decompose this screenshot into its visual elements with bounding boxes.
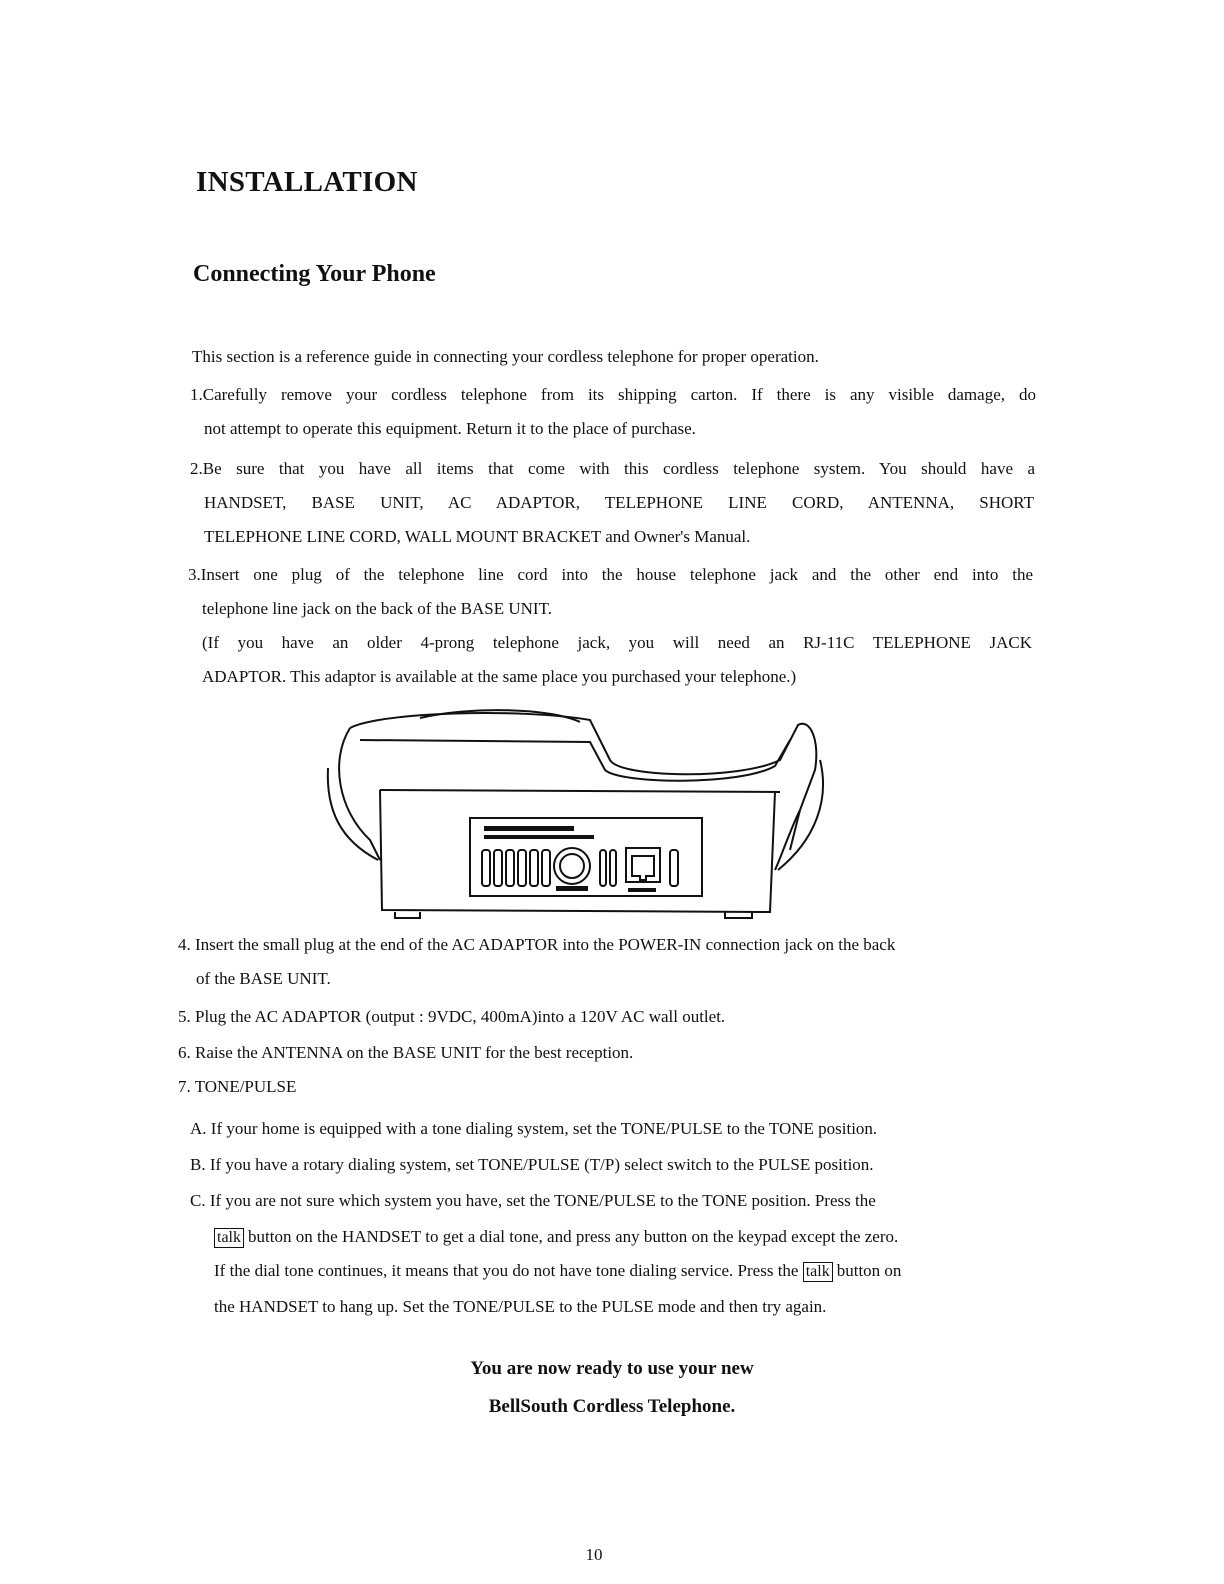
step-7c-line-1: C. If you are not sure which system you have, set the TONE/PULSE to the TONE position. Press the bbox=[190, 1191, 876, 1210]
talk-key-label-2: talk bbox=[803, 1262, 833, 1282]
step-7c-line-2-text: button on the HANDSET to get a dial tone, and press any button on the keypad except the zero. bbox=[248, 1227, 899, 1246]
step-2-line-1: 2.Be sure that you have all items that come with this cordless telephone system. You should have a bbox=[190, 459, 1035, 478]
step-3-line-2: telephone line jack on the back of the BASE UNIT. bbox=[202, 599, 552, 618]
page-title: INSTALLATION bbox=[196, 166, 418, 198]
section-title: Connecting Your Phone bbox=[193, 261, 436, 287]
closing-line-2: BellSouth Cordless Telephone. bbox=[488, 1396, 736, 1417]
base-unit-illustration bbox=[320, 700, 840, 925]
step-7c-line-4: the HANDSET to hang up. Set the TONE/PULSE to the PULSE mode and then try again. bbox=[214, 1297, 827, 1316]
step-3-line-4: ADAPTOR. This adaptor is available at the same place you purchased your telephone.) bbox=[202, 667, 797, 686]
step-7: 7. TONE/PULSE bbox=[178, 1077, 297, 1096]
step-7c-line-3-text: If the dial tone continues, it means that you do not have tone dialing service. Press the bbox=[214, 1261, 799, 1280]
step-7a: A. If your home is equipped with a tone dialing system, set the TONE/PULSE to the TONE position. bbox=[190, 1119, 878, 1138]
intro-text: This section is a reference guide in connecting your cordless telephone for proper operation. bbox=[192, 347, 819, 366]
step-3-line-3: (If you have an older 4-prong telephone jack, you will need an RJ-11C TELEPHONE JACK bbox=[202, 633, 1032, 652]
page-number: 10 bbox=[585, 1545, 603, 1564]
talk-key-label: talk bbox=[214, 1228, 244, 1248]
step-7c-line-2 bbox=[214, 1220, 898, 1254]
step-3-line-1: 3.Insert one plug of the telephone line cord into the house telephone jack and the other end into the bbox=[188, 565, 1033, 584]
step-4-line-2: of the BASE UNIT. bbox=[196, 969, 331, 988]
step-1-line-2: not attempt to operate this equipment. Return it to the place of purchase. bbox=[204, 419, 696, 438]
step-7c-line-3 bbox=[214, 1254, 901, 1288]
closing-line-1: You are now ready to use your new bbox=[470, 1358, 754, 1379]
step-2-line-2: HANDSET, BASE UNIT, AC ADAPTOR, TELEPHONE LINE CORD, ANTENNA, SHORT bbox=[204, 493, 1034, 512]
step-7c-line-3-end: button on bbox=[836, 1261, 902, 1280]
step-5: 5. Plug the AC ADAPTOR (output : 9VDC, 400mA)into a 120V AC wall outlet. bbox=[178, 1007, 726, 1026]
step-6: 6. Raise the ANTENNA on the BASE UNIT for the best reception. bbox=[178, 1043, 634, 1062]
step-7b: B. If you have a rotary dialing system, set TONE/PULSE (T/P) select switch to the PULSE position. bbox=[190, 1155, 874, 1174]
step-2-line-3: TELEPHONE LINE CORD, WALL MOUNT BRACKET and Owner's Manual. bbox=[204, 527, 751, 546]
step-4-line-1: 4. Insert the small plug at the end of the AC ADAPTOR into the POWER-IN connection jack on the back bbox=[178, 935, 896, 954]
step-1-line-1: 1.Carefully remove your cordless telephone from its shipping carton. If there is any visible damage, do bbox=[190, 385, 1036, 404]
